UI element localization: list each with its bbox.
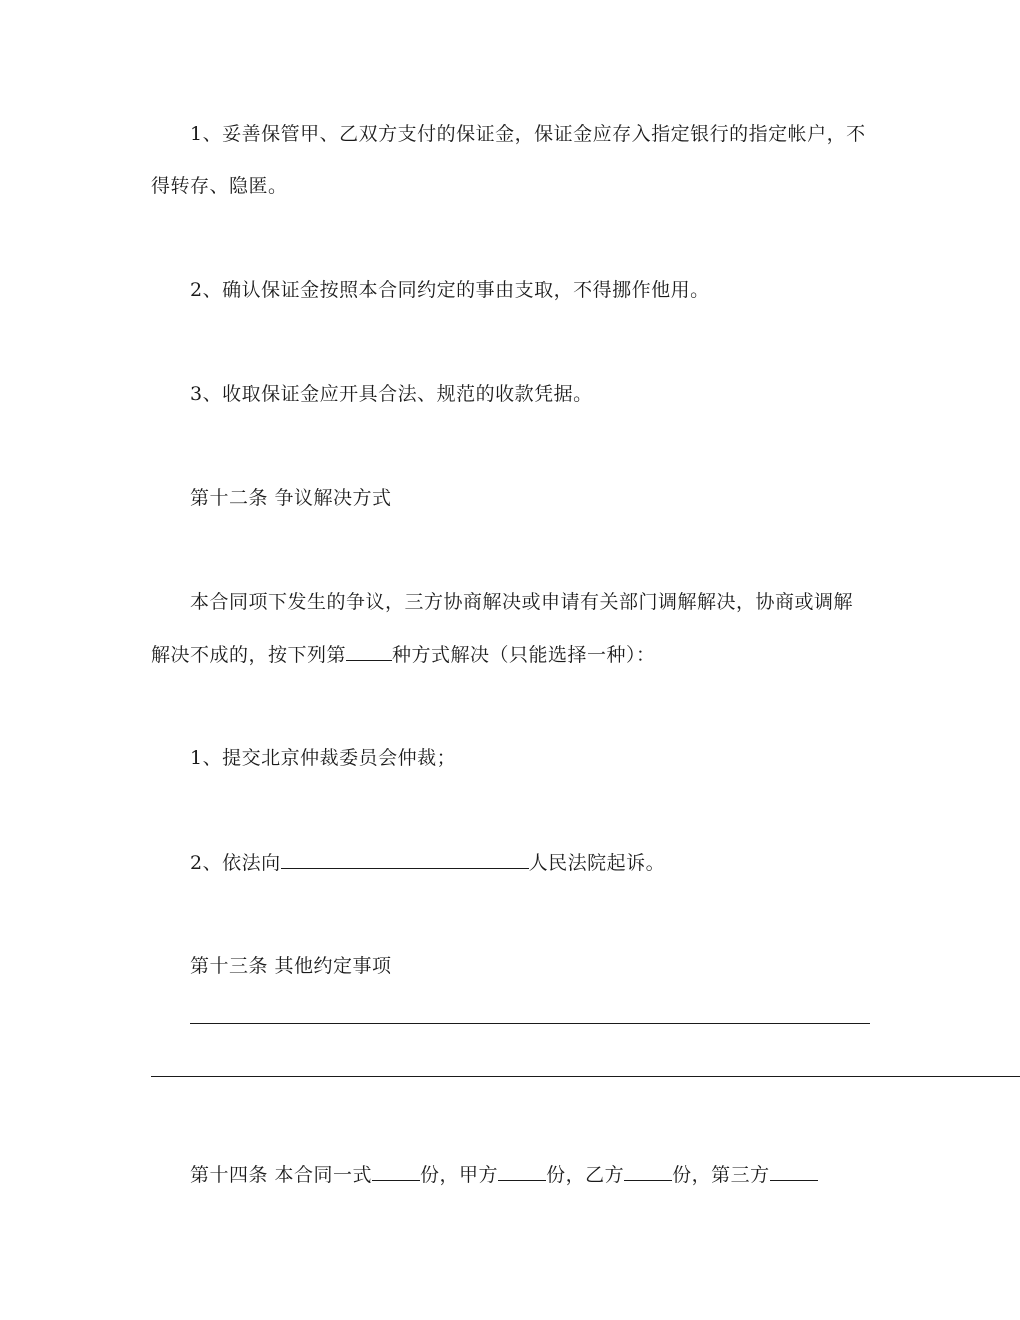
article-12-body-line-2-before: 解决不成的，按下列第	[151, 644, 347, 666]
dispute-option-2-after: 人民法院起诉。	[528, 852, 666, 874]
third-party-copies-blank[interactable]	[770, 1162, 818, 1181]
article-14-part-d: 份，第三方	[672, 1164, 770, 1186]
other-terms-line-1[interactable]	[190, 1023, 870, 1024]
party-a-copies-blank[interactable]	[498, 1162, 546, 1181]
dispute-option-2	[190, 850, 665, 875]
court-name-blank[interactable]	[281, 850, 529, 869]
article-14-part-a: 第十四条 本合同一式	[190, 1164, 373, 1186]
clause-2: 2、确认保证金按照本合同约定的事由支取，不得挪作他用。	[190, 279, 710, 301]
article-14-line	[190, 1162, 818, 1187]
article-12-body-line-2-after: 种方式解决（只能选择一种）：	[392, 644, 656, 666]
clause-1-line-1: 1、妥善保管甲、乙双方支付的保证金，保证金应存入指定银行的指定帐户，不	[190, 123, 866, 145]
article-14-part-c: 份，乙方	[546, 1164, 625, 1186]
total-copies-blank[interactable]	[372, 1162, 420, 1181]
dispute-option-1: 1、提交北京仲裁委员会仲裁；	[190, 747, 457, 769]
other-terms-line-2[interactable]	[151, 1076, 1020, 1077]
method-number-blank[interactable]	[346, 642, 392, 661]
clause-1-line-2: 得转存、隐匿。	[151, 175, 288, 197]
article-13-heading: 第十三条 其他约定事项	[190, 955, 392, 977]
clause-3: 3、收取保证金应开具合法、规范的收款凭据。	[190, 383, 593, 405]
dispute-option-2-before: 2、依法向	[190, 852, 281, 874]
party-b-copies-blank[interactable]	[624, 1162, 672, 1181]
article-12-heading: 第十二条 争议解决方式	[190, 487, 392, 509]
article-12-body-line-2	[151, 642, 656, 667]
article-12-body-line-1: 本合同项下发生的争议，三方协商解决或申请有关部门调解解决，协商或调解	[190, 591, 854, 613]
article-14-part-b: 份，甲方	[420, 1164, 499, 1186]
